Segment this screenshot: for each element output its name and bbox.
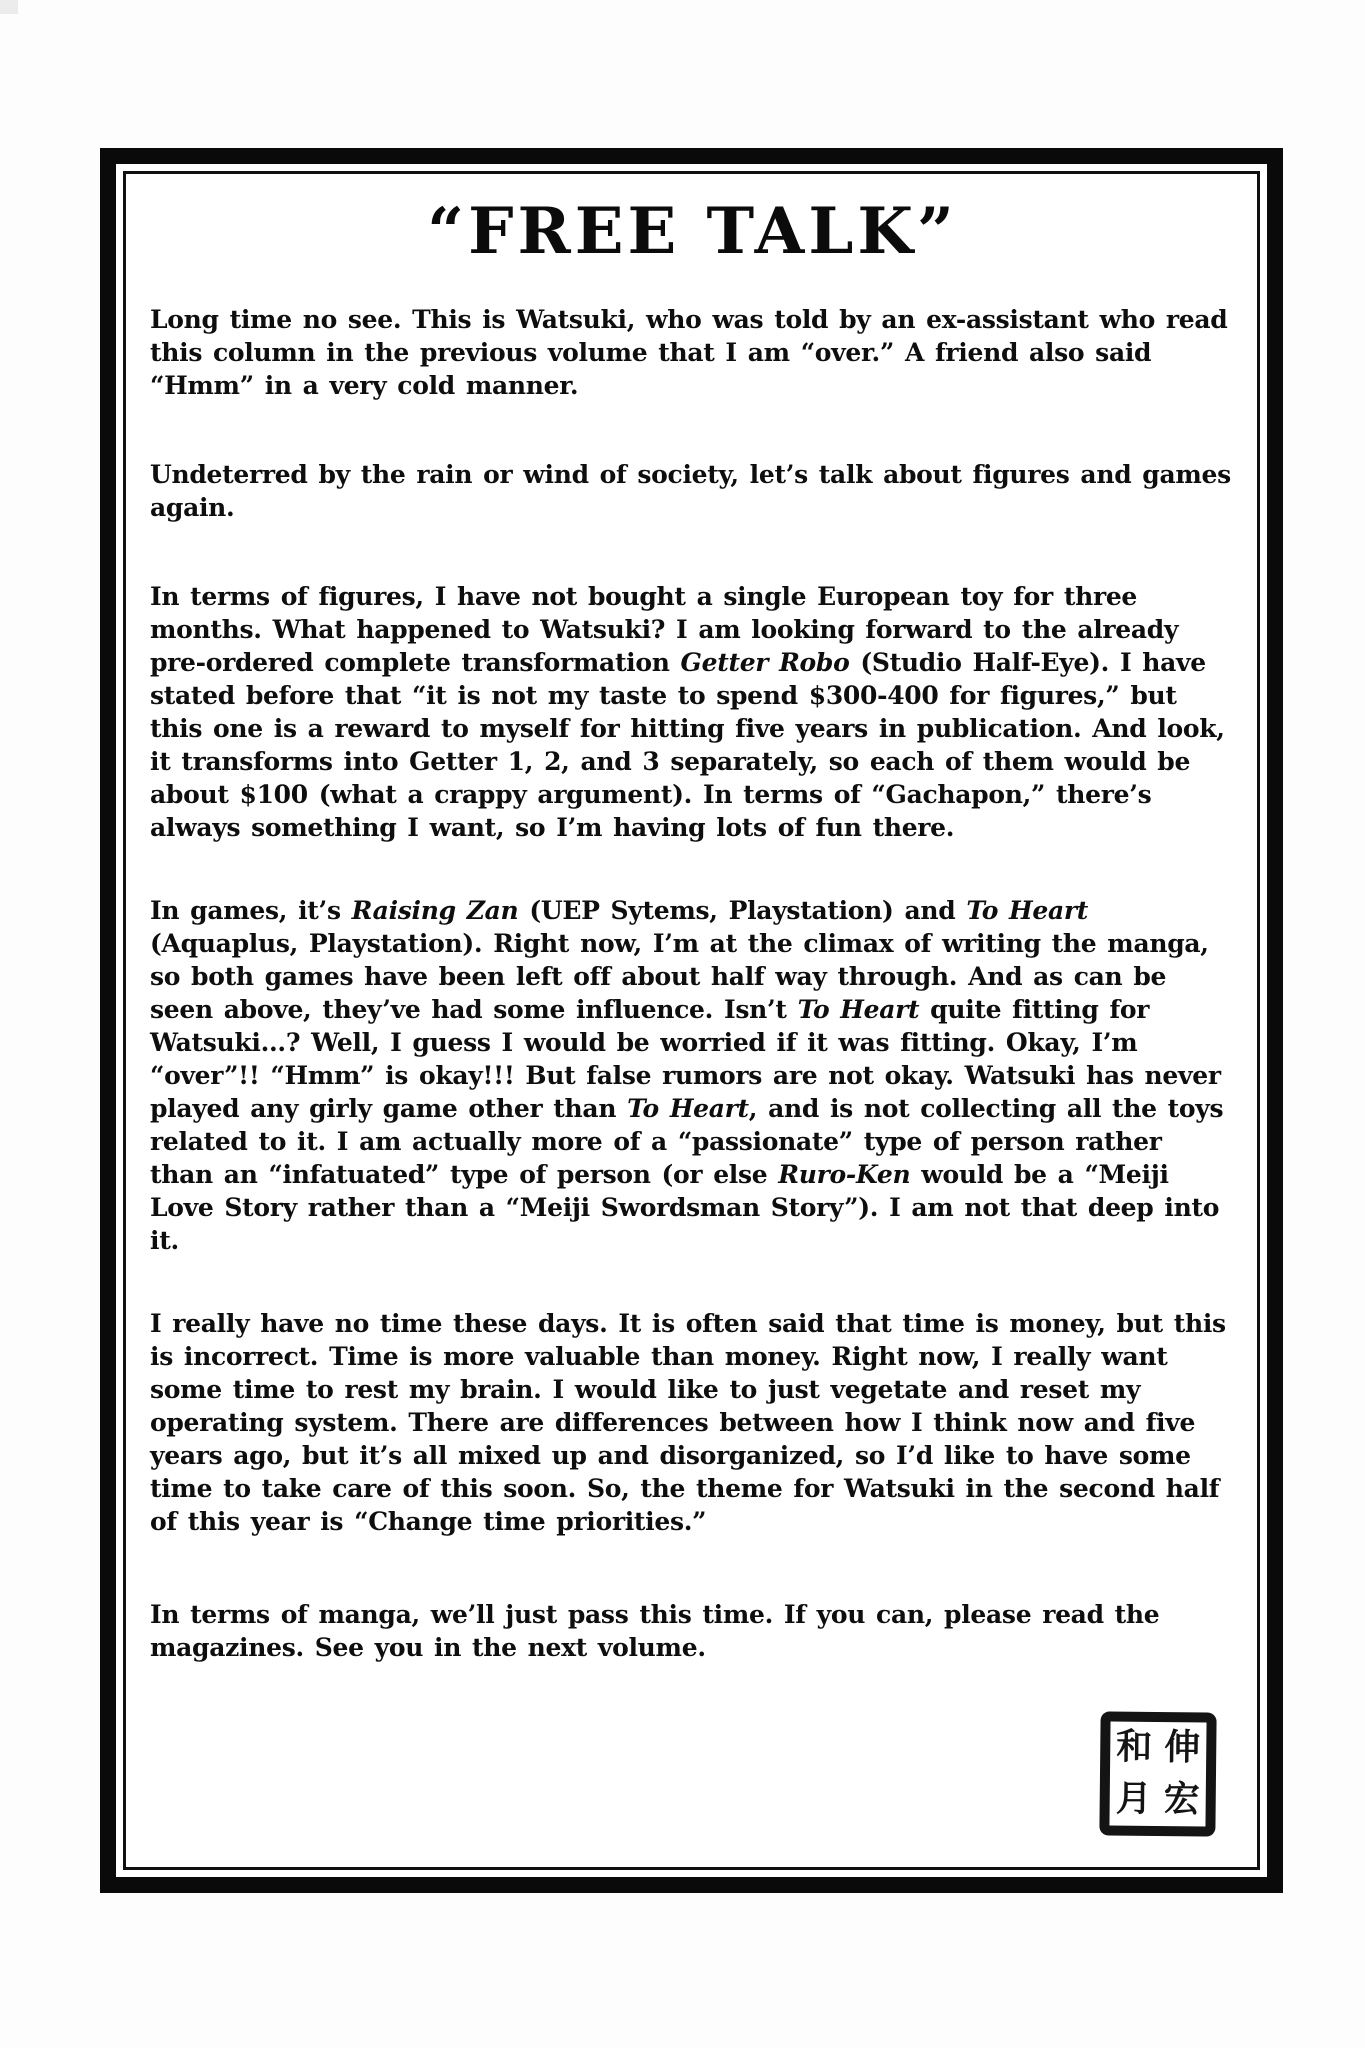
- text-run-italic: To Heart: [797, 995, 920, 1024]
- seal-character: 伸: [1164, 1727, 1201, 1769]
- text-run: Long time no see. This is Watsuki, who was told by an ex-assistant who read this column in the previous volume that I am “over.” A friend also said “Hmm” in a very cold manner.: [150, 305, 1228, 400]
- text-run: , and is not collecting all the toys related to it. I am actually more of a “passionate” type of person rather than an “infatuated” type of person (or else: [150, 1094, 1224, 1189]
- seal-character: 和: [1116, 1726, 1153, 1768]
- page-title: “FREE TALK”: [427, 194, 958, 269]
- seal-character: 月: [1115, 1778, 1152, 1820]
- free-talk-column: [126, 174, 1257, 1867]
- text-run: (Aquaplus, Playstation). Right now, I’m at the climax of writing the manga, so both games have been left off about half way through. And as can be seen above, they’ve had some influence. Isn’t: [150, 929, 1209, 1024]
- seal-character: 宏: [1163, 1779, 1200, 1821]
- article-body: [150, 303, 1235, 1664]
- text-run: Undeterred by the rain or wind of society, let’s talk about figures and games again.: [150, 460, 1231, 522]
- scan-artifact: [0, 0, 18, 14]
- paragraph: [150, 1598, 1235, 1664]
- text-run: In games, it’s: [150, 896, 352, 925]
- text-run: In terms of manga, we’ll just pass this time. If you can, please read the magazines. See you in the next volume.: [150, 1600, 1160, 1662]
- text-run: (UEP Sytems, Playstation) and: [518, 896, 967, 925]
- artist-seal: [1099, 1711, 1216, 1836]
- paragraph: [150, 458, 1235, 524]
- text-run: I really have no time these days. It is often said that time is money, but this is incorrect. Time is more valuable than money. Right now, I really want some time to rest my brain. I would like to just vegetate and reset my operating system. There are differences between how I think now and five years ago, but it’s all mixed up and disorganized, so I’d like to have some time to take care of this soon. So, the theme for Watsuki in the second half of this year is “Change time priorities.”: [150, 1309, 1226, 1536]
- text-run-italic: Getter Robo: [680, 648, 850, 677]
- paragraph: [150, 894, 1235, 1257]
- text-run: (Studio Half-Eye). I have stated before that “it is not my taste to spend $300-400 for figures,” but this one is a reward to myself for hitting five years in publication. And look, it transforms into Getter 1, 2, and 3 separately, so each of them would be about $100 (what a crappy argument). In terms of “Gachapon,” there’s always something I want, so I’m having lots of fun there.: [150, 648, 1225, 842]
- text-run-italic: To Heart: [627, 1094, 749, 1123]
- inner-border: [123, 171, 1260, 1870]
- text-run-italic: Raising Zan: [351, 896, 519, 925]
- text-run: quite fitting for Watsuki...? Well, I guess I would be worried if it was fitting. Okay, I’m “over”!! “Hmm” is okay!!! But false rumors are not okay. Watsuki has never played any girly game other than: [150, 995, 1221, 1123]
- paragraph: [150, 580, 1235, 844]
- text-run: In terms of figures, I have not bought a single European toy for three months. What happened to Watsuki? I am looking forward to the already pre-ordered complete transformation: [150, 582, 1179, 677]
- paragraph: [150, 303, 1235, 402]
- paragraph: [150, 1307, 1235, 1538]
- text-run-italic: To Heart: [966, 896, 1088, 925]
- text-run-italic: Ruro-Ken: [778, 1160, 911, 1189]
- text-run: would be a “Meiji Love Story rather than a “Meiji Swordsman Story”). I am not that deep into it.: [150, 1160, 1220, 1255]
- page-border-frame: [100, 148, 1283, 1893]
